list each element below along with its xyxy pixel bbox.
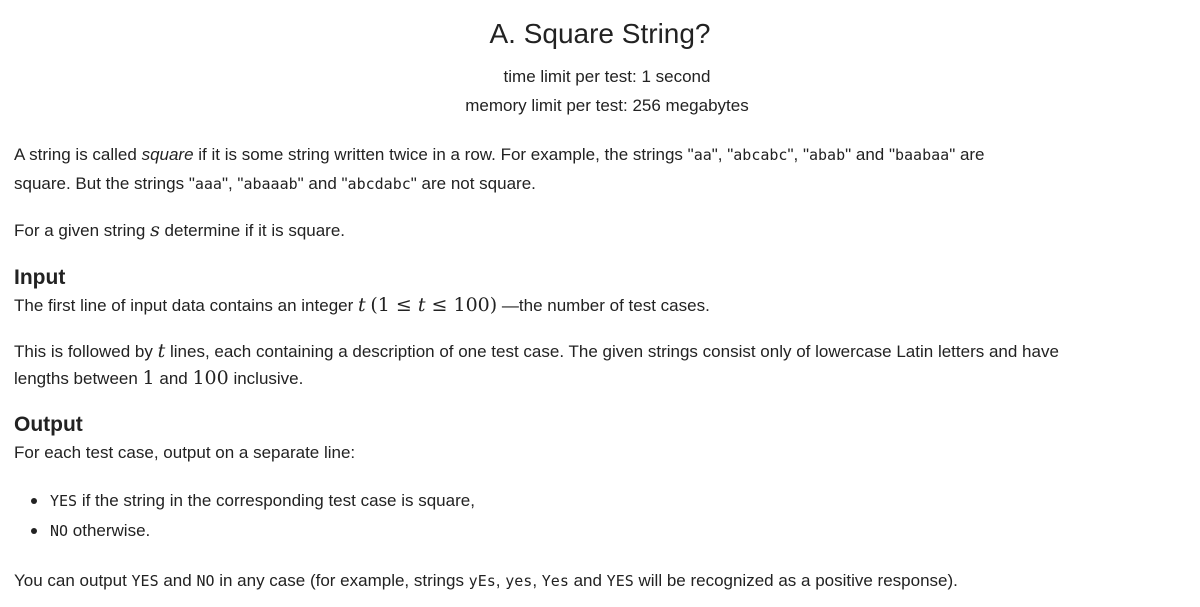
list-item-text: otherwise. <box>68 521 151 540</box>
statement-text: " are not square. <box>410 174 536 193</box>
input-paragraph-2-line-1 <box>14 338 1200 365</box>
example-string: aa <box>693 146 712 164</box>
output-code: Yes <box>541 572 569 590</box>
math-expression: ≤ 100) <box>425 294 498 316</box>
statement-text: determine if it is square. <box>159 221 346 240</box>
example-string: abab <box>808 146 846 164</box>
input-paragraph-2-line-2 <box>14 365 1200 392</box>
square-term: square <box>141 145 194 164</box>
math-variable: t <box>357 294 366 316</box>
input-text: lines, each containing a description of one test case. The given strings consist only of lowercase Latin letters and have <box>165 342 1059 361</box>
statement-text: " are <box>949 145 985 164</box>
time-limit: time limit per test: 1 second <box>503 67 711 86</box>
note-text: and <box>568 571 607 590</box>
math-number: 100 <box>192 367 229 389</box>
input-text: —the number of test cases. <box>497 296 710 315</box>
statement-text: For a given string <box>14 221 151 240</box>
output-code: YES <box>50 492 78 510</box>
problem-title: A. Square String? <box>489 18 711 49</box>
output-code: yes <box>505 572 533 590</box>
note-text: , <box>532 571 542 590</box>
note-text: in any case (for example, strings <box>214 571 469 590</box>
statement-paragraph-1-line-2 <box>14 170 1200 198</box>
list-item <box>30 486 475 516</box>
output-code: yEs <box>468 572 496 590</box>
output-code: NO <box>50 522 69 540</box>
input-paragraph-1 <box>14 292 1200 319</box>
input-text: and <box>154 369 193 388</box>
statement-text: ", " <box>787 145 809 164</box>
note-text: will be recognized as a positive response). <box>633 571 958 590</box>
output-code: NO <box>196 572 215 590</box>
list-item-text: if the string in the corresponding test case is square, <box>77 491 475 510</box>
statement-paragraph-2 <box>14 217 1200 244</box>
bullet-icon <box>31 498 37 504</box>
example-string: abaaab <box>243 175 298 193</box>
math-variable: t <box>417 294 426 316</box>
note-text: You can output <box>14 571 132 590</box>
input-text: lengths between <box>14 369 143 388</box>
note-text: and <box>158 571 197 590</box>
input-text: inclusive. <box>228 369 304 388</box>
note-text: , <box>495 571 506 590</box>
statement-paragraph-1-line-1 <box>14 141 1200 169</box>
output-intro: For each test case, output on a separate line: <box>14 443 356 462</box>
input-text: The first line of input data contains an integer <box>14 296 358 315</box>
statement-text: ", " <box>221 174 244 193</box>
math-number: 1 <box>142 367 155 389</box>
input-text: This is followed by <box>14 342 158 361</box>
output-note <box>14 567 1200 595</box>
memory-limit: memory limit per test: 256 megabytes <box>465 96 749 115</box>
bullet-icon <box>31 528 37 534</box>
math-variable: t <box>157 340 166 362</box>
example-string: baabaa <box>895 146 950 164</box>
output-code: YES <box>131 572 159 590</box>
output-heading: Output <box>14 413 83 436</box>
example-string: abcdabc <box>347 175 411 193</box>
statement-text: if it is some string written twice in a row. For example, the strings " <box>193 145 694 164</box>
statement-text: A string is called <box>14 145 142 164</box>
example-string: abcabc <box>733 146 788 164</box>
example-string: aaa <box>194 175 222 193</box>
math-variable: s <box>150 219 160 241</box>
statement-text: square. But the strings " <box>14 174 195 193</box>
math-expression: (1 ≤ <box>370 294 418 316</box>
output-code: YES <box>606 572 634 590</box>
output-list <box>30 486 475 546</box>
statement-text: " and " <box>297 174 348 193</box>
statement-text: ", " <box>711 145 734 164</box>
input-heading: Input <box>14 266 66 289</box>
statement-text: " and " <box>845 145 895 164</box>
list-item <box>30 516 475 546</box>
